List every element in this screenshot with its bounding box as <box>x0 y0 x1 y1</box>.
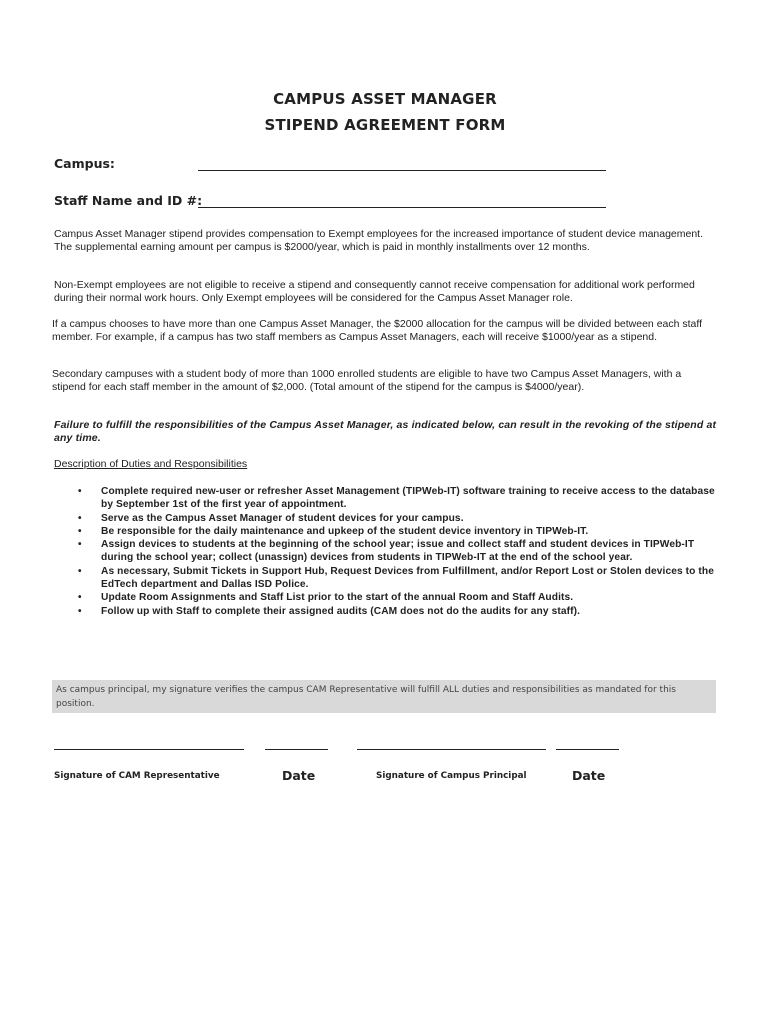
duty-item <box>78 605 718 618</box>
duty-text: Follow up with Staff to complete their assigned audits (CAM does not do the audits for any staff). <box>101 605 581 617</box>
principal-date-line[interactable] <box>556 749 619 750</box>
non-exempt-paragraph: Non-Exempt employees are not eligible to receive a stipend and consequently cannot receive compensation for additional work performed during their normal work hours. Only Exempt employees will be considered for the Campus Asset Manager role. <box>54 279 695 304</box>
bullet-icon: • <box>78 512 82 524</box>
duty-item <box>78 565 718 592</box>
duty-item <box>78 525 718 538</box>
duty-text: Assign devices to students at the beginning of the school year; issue and collect staff and student devices in TIPWeb-IT during the school year; collect (unassign) devices from students in TIPWeb-IT at the end of the school year. <box>101 539 695 564</box>
principal-verification-box: As campus principal, my signature verifies the campus CAM Representative will fulfill ALL duties and responsibilities as mandated for this position. <box>52 680 716 713</box>
campus-field-line[interactable] <box>198 170 606 171</box>
bullet-icon: • <box>78 565 82 577</box>
principal-date-label: Date <box>572 768 606 783</box>
principal-signature-line[interactable] <box>357 749 546 750</box>
principal-signature-label: Signature of Campus Principal <box>376 771 527 781</box>
bullet-icon: • <box>78 525 82 537</box>
duty-text: As necessary, Submit Tickets in Support Hub, Request Devices from Fulfillment, and/or Report Lost or Stolen devices to the EdTech department and Dallas ISD Police. <box>101 565 715 591</box>
secondary-campus-paragraph: Secondary campuses with a student body of more than 1000 enrolled students are eligible to have two Campus Asset Managers, with a stipend for each staff member in the amount of $2,000. (Total amount of the stipend for the campus is $4000/year). <box>52 368 682 393</box>
duty-item <box>78 485 718 512</box>
form-title-line1: CAMPUS ASSET MANAGER <box>273 90 497 108</box>
stipend-description-paragraph: Campus Asset Manager stipend provides compensation to Exempt employees for the increased importance of student device management. The supplemental earning amount per campus is $2000/year, which is paid in monthly installments over 12 months. <box>54 228 704 253</box>
bullet-icon: • <box>78 592 82 604</box>
duty-text: Serve as the Campus Asset Manager of student devices for your campus. <box>101 512 464 524</box>
bullet-icon: • <box>78 486 82 497</box>
duties-list <box>78 485 718 618</box>
duty-item <box>78 591 718 604</box>
failure-warning: Failure to fulfill the responsibilities of the Campus Asset Manager, as indicated below, can result in the revoking of the stipend at any time. <box>54 419 717 444</box>
cam-rep-signature-line[interactable] <box>54 749 244 750</box>
bullet-icon: • <box>78 539 82 551</box>
form-title-line2: STIPEND AGREEMENT FORM <box>264 116 506 134</box>
duty-item <box>78 512 718 525</box>
staff-name-id-label: Staff Name and ID #: <box>54 193 203 208</box>
duty-item <box>78 538 718 565</box>
duty-text: Complete required new-user or refresher Asset Management (TIPWeb-IT) software training to receive access to the database by September 1st of the first year of appointment. <box>101 486 715 511</box>
staff-name-id-field-line[interactable] <box>198 207 606 208</box>
multiple-cam-paragraph: If a campus chooses to have more than one Campus Asset Manager, the $2000 allocation for the campus will be divided between each staff member. For example, if a campus has two staff members as Campus Asset Managers, each will receive $1000/year as a stipend. <box>52 318 703 343</box>
campus-label: Campus: <box>54 156 115 171</box>
duties-heading: Description of Duties and Responsibilities <box>54 458 248 470</box>
cam-rep-signature-label: Signature of CAM Representative <box>54 771 220 781</box>
cam-rep-date-label: Date <box>282 768 316 783</box>
duty-text: Update Room Assignments and Staff List prior to the start of the annual Room and Staff Audits. <box>101 592 574 604</box>
cam-rep-date-line[interactable] <box>265 749 328 750</box>
bullet-icon: • <box>78 605 82 617</box>
duty-text: Be responsible for the daily maintenance and upkeep of the student device inventory in TIPWeb-IT. <box>101 525 589 537</box>
